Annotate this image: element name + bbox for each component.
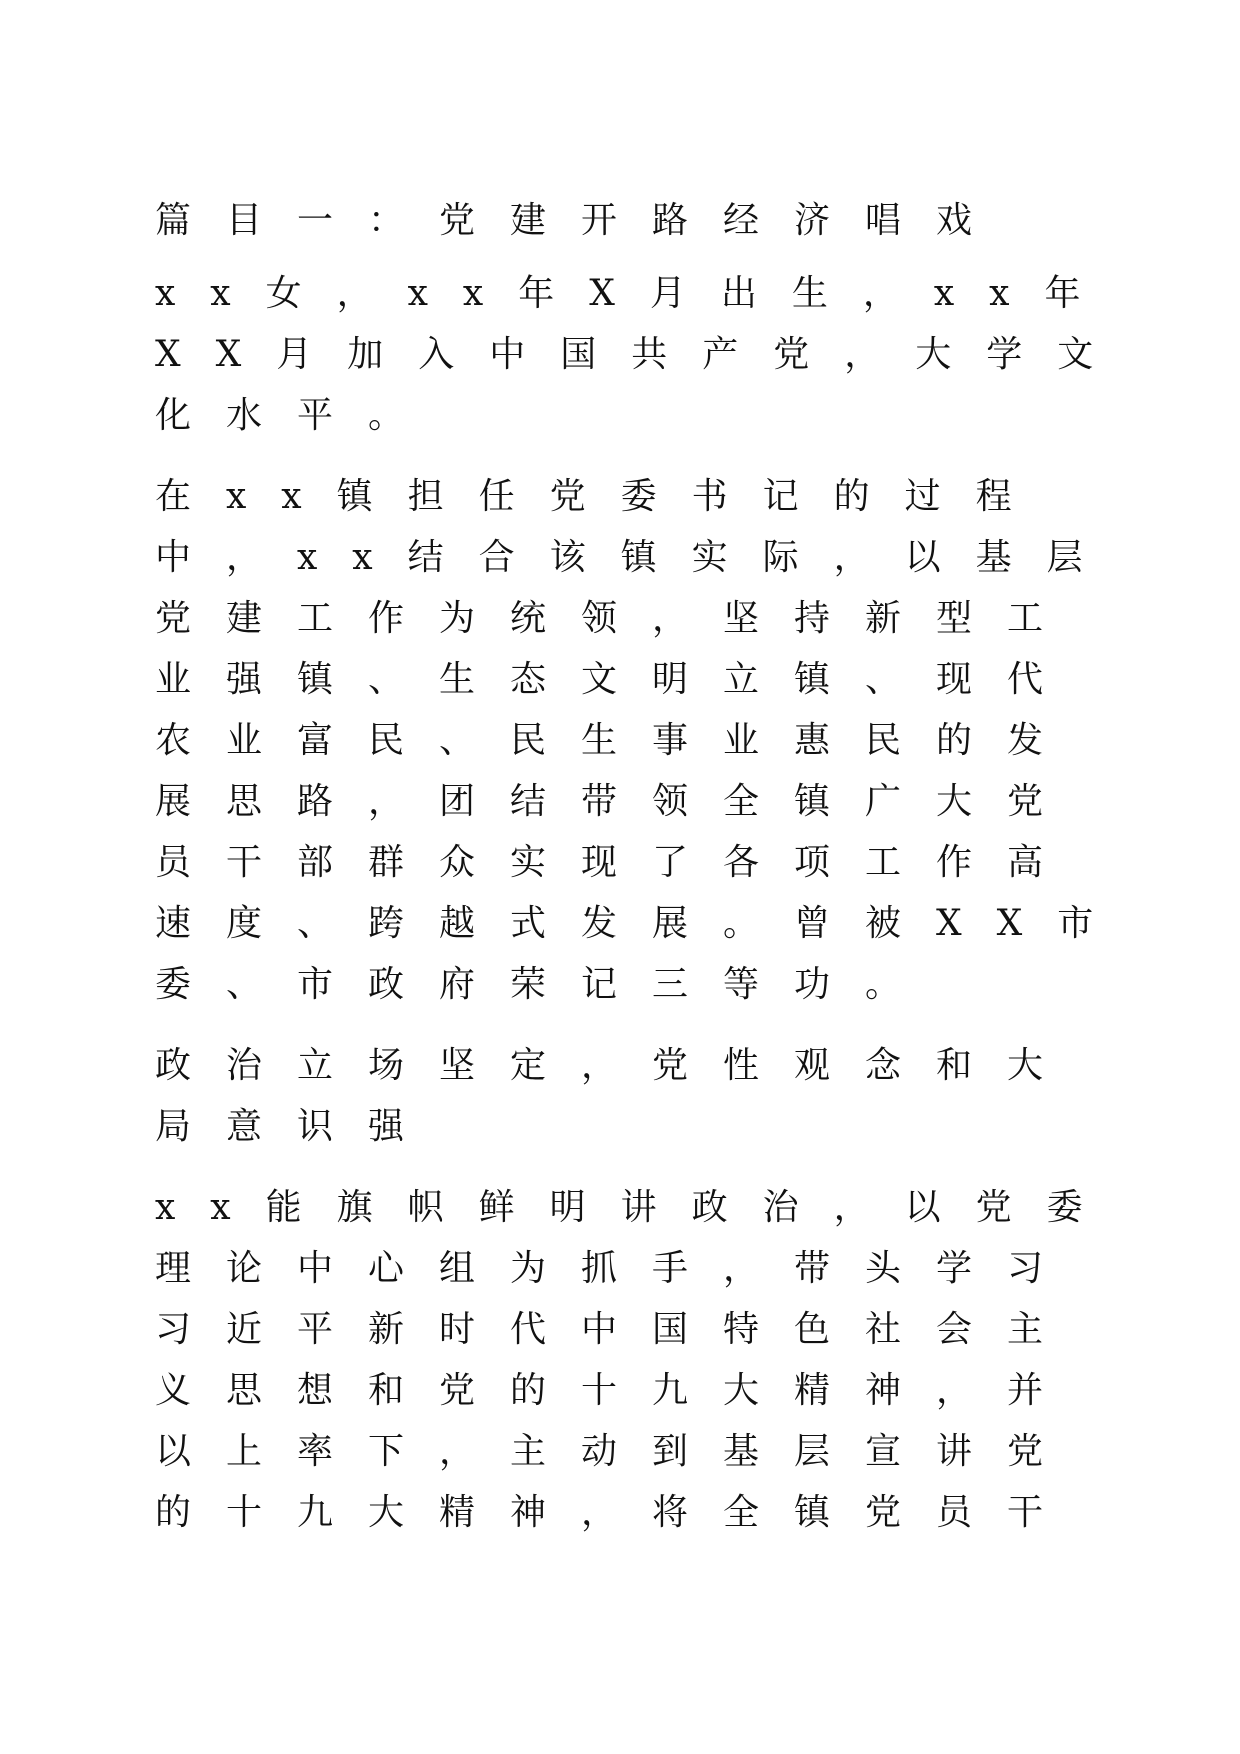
paragraph-subheading: 政治立场坚定，党性观念和大局意识强 bbox=[155, 1045, 1079, 1147]
section-heading: 篇目一：党建开路经济唱戏 bbox=[155, 200, 1008, 241]
document-body bbox=[155, 190, 1145, 1563]
paragraph-profile: xx女，xx年X月出生，xx年XX月加入中国共产党，大学文化水平。 bbox=[155, 273, 1129, 436]
paragraph-political-study: xx能旗帜鲜明讲政治，以党委理论中心组为抓手，带头学习习近平新时代中国特色社会主义思想和党的十九大精神，并以上率下，主动到基层宣讲党的十九大精神，将全镇党员干 bbox=[155, 1187, 1118, 1533]
paragraph-achievements: 在xx镇担任党委书记的过程中，xx结合该镇实际，以基层党建工作为统领，坚持新型工业强镇、生态文明立镇、现代农业富民、民生事业惠民的发展思路，团结带领全镇广大党员干部群众实现了各项工作高速度、跨越式发展。曾被XX市委、市政府荣记三等功。 bbox=[155, 476, 1129, 1005]
